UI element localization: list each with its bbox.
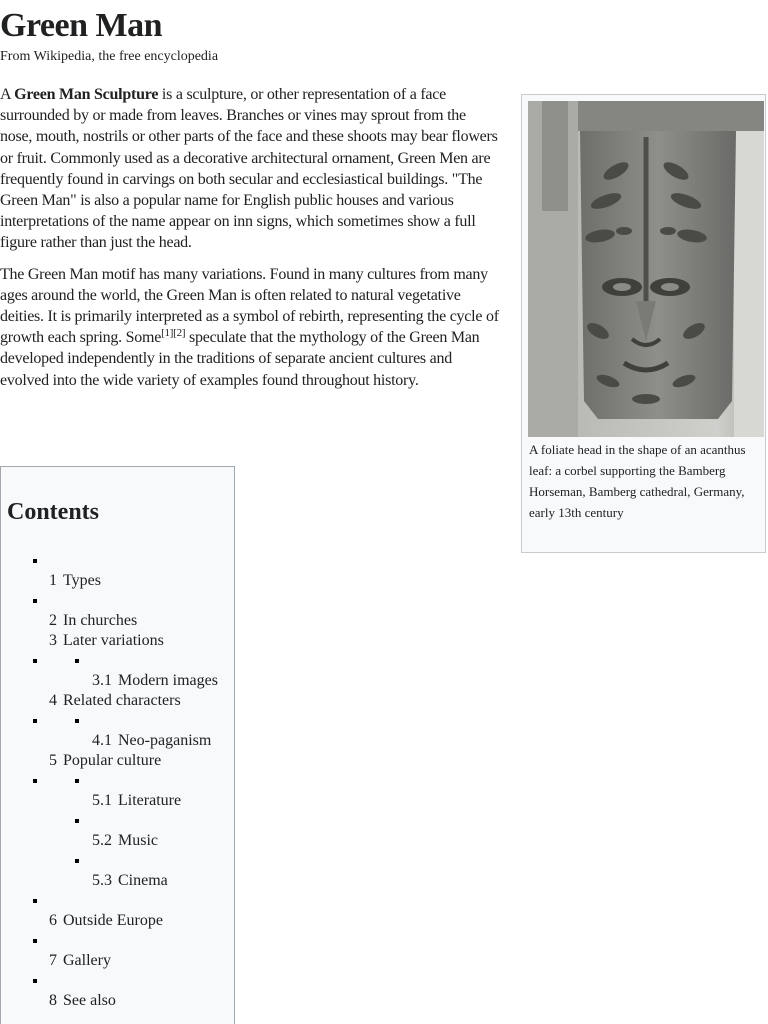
toc-title: Contents: [7, 499, 100, 525]
bullet-icon: [33, 719, 37, 723]
toc-item-related-characters[interactable]: 4 Related characters: [49, 692, 181, 709]
bullet-icon: [33, 559, 37, 563]
site-tagline: From Wikipedia, the free encyclopedia: [0, 49, 219, 64]
citation-link-1[interactable]: [1]: [161, 327, 174, 340]
bullet-icon: [75, 719, 79, 723]
citation-link-2[interactable]: [2]: [173, 327, 186, 340]
green-man-sculpture-image[interactable]: [528, 101, 764, 437]
infobox: [521, 94, 766, 553]
toc-item-cinema[interactable]: 5.3 Cinema: [92, 872, 168, 889]
intro-p1-text: is a sculpture, or other representation of a face surrounded by or made from leaves. Branches or vines may sprout from the nose, mouth, nostrils or other parts of the face and these shoots may bear flowers or fruit. Commonly used as a decorative architectural ornament, Green Men are frequently found in carvings on both secular and ecclesiastical buildings. "The Green Man" is also a popular name for English public houses and various interpretations of the name appear on inn signs, which sometimes show a full figure rather than just the head.: [0, 86, 498, 252]
article-intro: [0, 84, 500, 401]
intro-p2-text-after: speculate that the mythology of the Green Man developed independently in the traditions of separate ancient cultures and evolved into the wide variety of examples found throughout history.: [0, 329, 480, 389]
bullet-icon: [75, 819, 79, 823]
image-caption: A foliate head in the shape of an acanthus leaf: a corbel supporting the Bamberg Horseman, Bamberg cathedral, Germany, early 13th century: [529, 442, 746, 520]
intro-p2-text-before: The Green Man motif has many variations. Found in many cultures from many ages around the world, the Green Man is often related to natural vegetative deities. It is primarily interpreted as a symbol of rebirth, representing the cycle of growth each spring. Some: [0, 265, 499, 347]
toc-item-music[interactable]: 5.2 Music: [92, 832, 158, 849]
toc-item-popular-culture[interactable]: 5 Popular culture: [49, 752, 162, 769]
toc-item-literature[interactable]: 5.1 Literature: [92, 792, 182, 809]
page-title: Green Man: [0, 7, 163, 44]
subject-bold-term: Green Man Sculpture: [14, 86, 159, 103]
table-of-contents: [0, 466, 235, 1024]
toc-item-in-churches[interactable]: 2 In churches: [49, 612, 138, 629]
toc-item-gallery[interactable]: 7 Gallery: [49, 952, 111, 969]
toc-item-later-variations[interactable]: 3 Later variations: [49, 632, 164, 649]
bullet-icon: [75, 659, 79, 663]
intro-paragraph-2: [0, 264, 500, 391]
bullet-icon: [33, 599, 37, 603]
intro-p1-prefix: A: [0, 86, 15, 103]
bullet-icon: [33, 659, 37, 663]
toc-item-types[interactable]: 1 Types: [49, 572, 101, 589]
toc-item-outside-europe[interactable]: 6 Outside Europe: [49, 912, 163, 929]
toc-item-neo-paganism[interactable]: 4.1 Neo-paganism: [92, 732, 212, 749]
toc-item-modern-images[interactable]: 3.1 Modern images: [92, 672, 218, 689]
bullet-icon: [75, 779, 79, 783]
intro-paragraph-1: [0, 84, 500, 254]
bullet-icon: [33, 899, 37, 903]
toc-item-see-also[interactable]: 8 See also: [49, 992, 116, 1009]
bullet-icon: [33, 939, 37, 943]
bullet-icon: [33, 779, 37, 783]
bullet-icon: [33, 979, 37, 983]
bullet-icon: [75, 859, 79, 863]
